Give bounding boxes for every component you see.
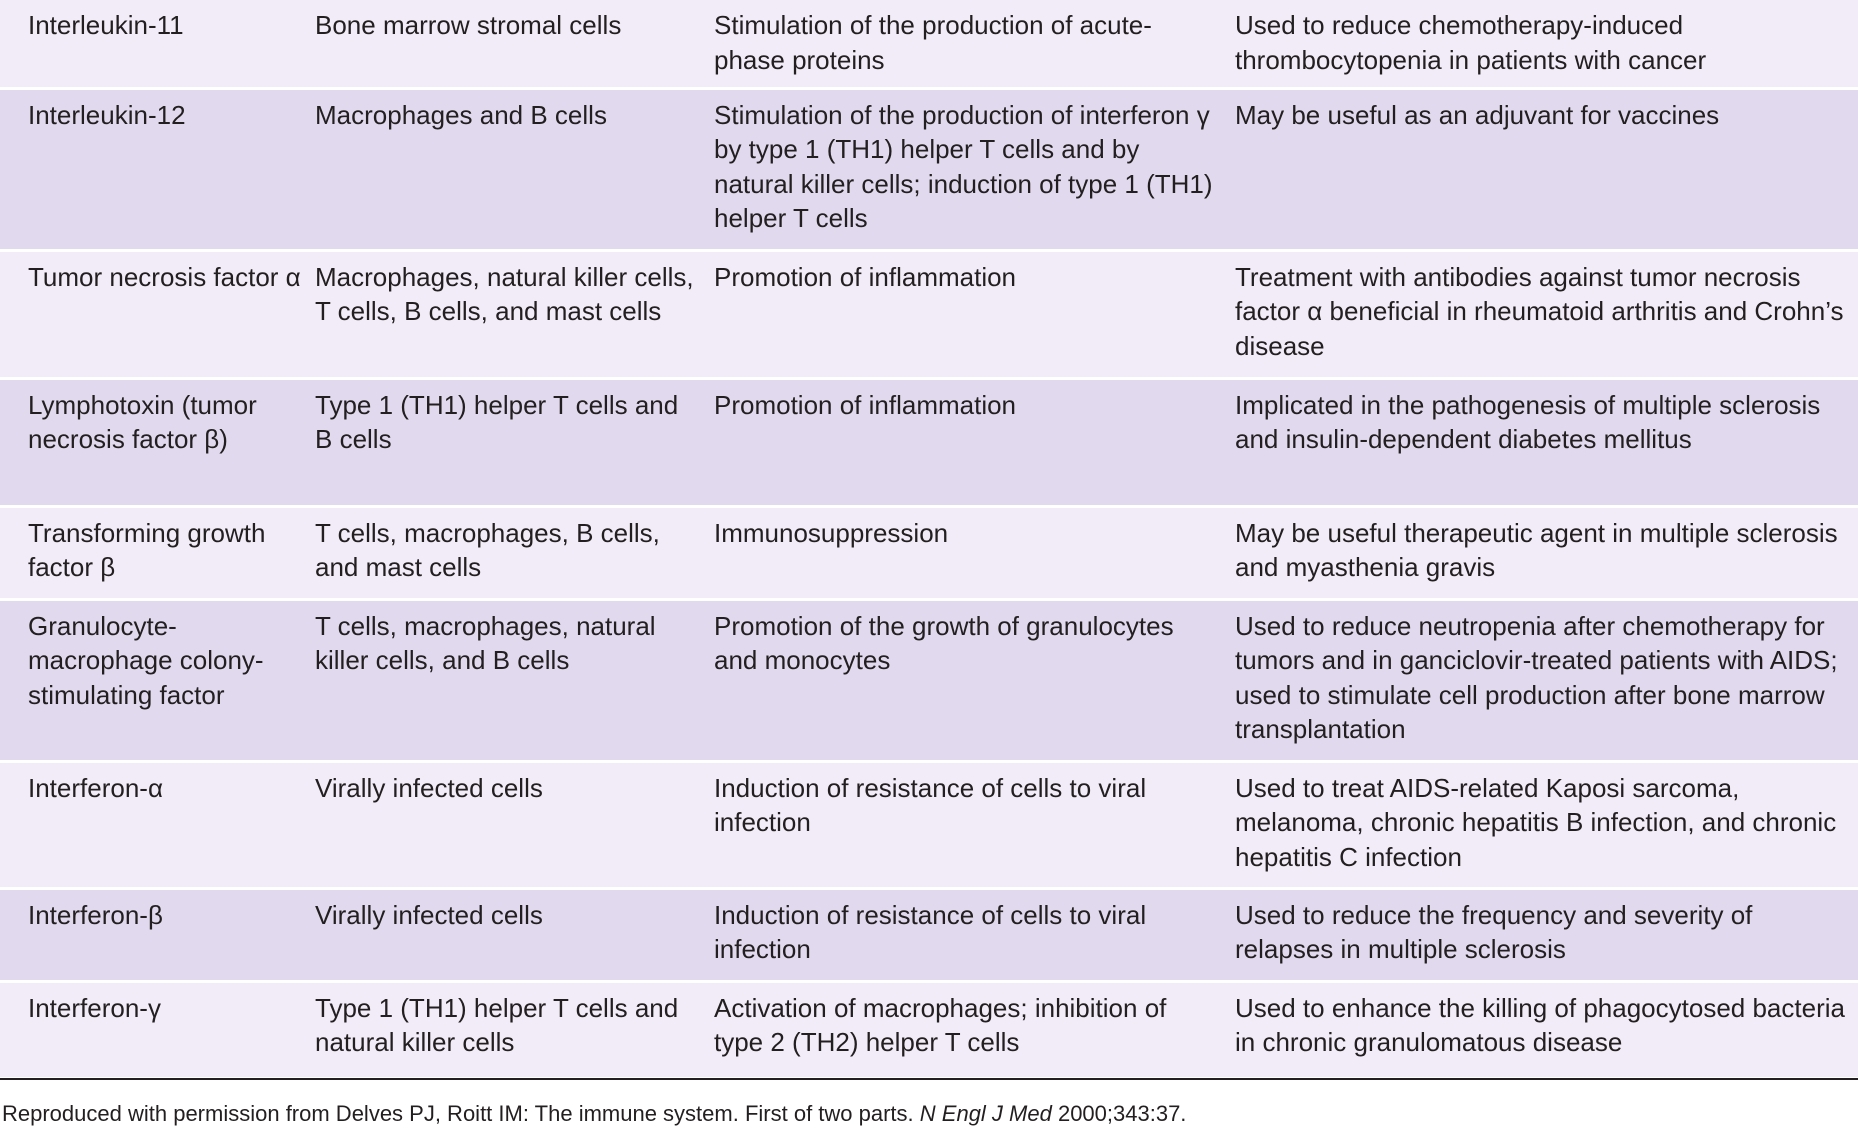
clinical-cell: Used to treat AIDS-related Kaposi sarcoma, melanoma, chronic hepatitis B infection, and chronic hepatitis C infection bbox=[1235, 761, 1858, 888]
source-cell: Virally infected cells bbox=[315, 888, 714, 981]
cytokine-cell: Interferon-α bbox=[0, 761, 315, 888]
table-row bbox=[0, 506, 1858, 599]
action-cell: Promotion of the growth of granulocytes and monocytes bbox=[714, 599, 1235, 761]
cytokine-cell: Tumor necrosis factor α bbox=[0, 250, 315, 378]
source-cell: Bone marrow stromal cells bbox=[315, 0, 714, 88]
table-row bbox=[0, 0, 1858, 88]
table-row bbox=[0, 250, 1858, 378]
clinical-cell: Treatment with antibodies against tumor necrosis factor α beneficial in rheumatoid arthritis and Crohn’s disease bbox=[1235, 250, 1858, 378]
action-cell: Stimulation of the production of interferon γ by type 1 (TH1) helper T cells and by natural killer cells; induction of type 1 (TH1) helper T cells bbox=[714, 88, 1235, 250]
table-row bbox=[0, 888, 1858, 981]
table-row bbox=[0, 88, 1858, 250]
action-cell: Immunosuppression bbox=[714, 506, 1235, 599]
cytokine-cell: Granulocyte-macrophage colony-stimulating factor bbox=[0, 599, 315, 761]
source-cell: T cells, macrophages, natural killer cells, and B cells bbox=[315, 599, 714, 761]
cytokine-cell: Interferon-γ bbox=[0, 981, 315, 1078]
table-row bbox=[0, 981, 1858, 1078]
table-row bbox=[0, 599, 1858, 761]
footnote-text: Reproduced with permission from Delves PJ, Roitt IM: The immune system. First of two parts. bbox=[2, 1101, 920, 1126]
clinical-cell: May be useful as an adjuvant for vaccines bbox=[1235, 88, 1858, 250]
source-cell: Macrophages, natural killer cells, T cells, B cells, and mast cells bbox=[315, 250, 714, 378]
source-cell: Virally infected cells bbox=[315, 761, 714, 888]
table-row bbox=[0, 378, 1858, 506]
footnote-journal: N Engl J Med bbox=[919, 1101, 1052, 1126]
source-footnote bbox=[2, 1100, 1186, 1128]
table-bottom-rule bbox=[0, 1078, 1858, 1080]
clinical-cell: Implicated in the pathogenesis of multiple sclerosis and insulin-dependent diabetes mellitus bbox=[1235, 378, 1858, 506]
clinical-cell: May be useful therapeutic agent in multiple sclerosis and myasthenia gravis bbox=[1235, 506, 1858, 599]
clinical-cell: Used to reduce the frequency and severity of relapses in multiple sclerosis bbox=[1235, 888, 1858, 981]
cytokine-cell: Transforming growth factor β bbox=[0, 506, 315, 599]
clinical-cell: Used to reduce neutropenia after chemotherapy for tumors and in ganciclovir-treated patients with AIDS; used to stimulate cell production after bone marrow transplantation bbox=[1235, 599, 1858, 761]
action-cell: Promotion of inflammation bbox=[714, 250, 1235, 378]
cytokine-cell: Interferon-β bbox=[0, 888, 315, 981]
source-cell: Macrophages and B cells bbox=[315, 88, 714, 250]
action-cell: Induction of resistance of cells to viral infection bbox=[714, 761, 1235, 888]
footnote-citation: 2000;343:37. bbox=[1051, 1101, 1187, 1126]
cytokine-cell: Lymphotoxin (tumor necrosis factor β) bbox=[0, 378, 315, 506]
table-row bbox=[0, 761, 1858, 888]
cytokine-cell: Interleukin-12 bbox=[0, 88, 315, 250]
source-cell: Type 1 (TH1) helper T cells and natural killer cells bbox=[315, 981, 714, 1078]
action-cell: Stimulation of the production of acute-phase proteins bbox=[714, 0, 1235, 88]
cytokine-cell: Interleukin-11 bbox=[0, 0, 315, 88]
source-cell: T cells, macrophages, B cells, and mast cells bbox=[315, 506, 714, 599]
clinical-cell: Used to enhance the killing of phagocytosed bacteria in chronic granulomatous disease bbox=[1235, 981, 1858, 1078]
source-cell: Type 1 (TH1) helper T cells and B cells bbox=[315, 378, 714, 506]
action-cell: Induction of resistance of cells to viral infection bbox=[714, 888, 1235, 981]
action-cell: Promotion of inflammation bbox=[714, 378, 1235, 506]
clinical-cell: Used to reduce chemotherapy-induced thrombocytopenia in patients with cancer bbox=[1235, 0, 1858, 88]
action-cell: Activation of macrophages; inhibition of type 2 (TH2) helper T cells bbox=[714, 981, 1235, 1078]
